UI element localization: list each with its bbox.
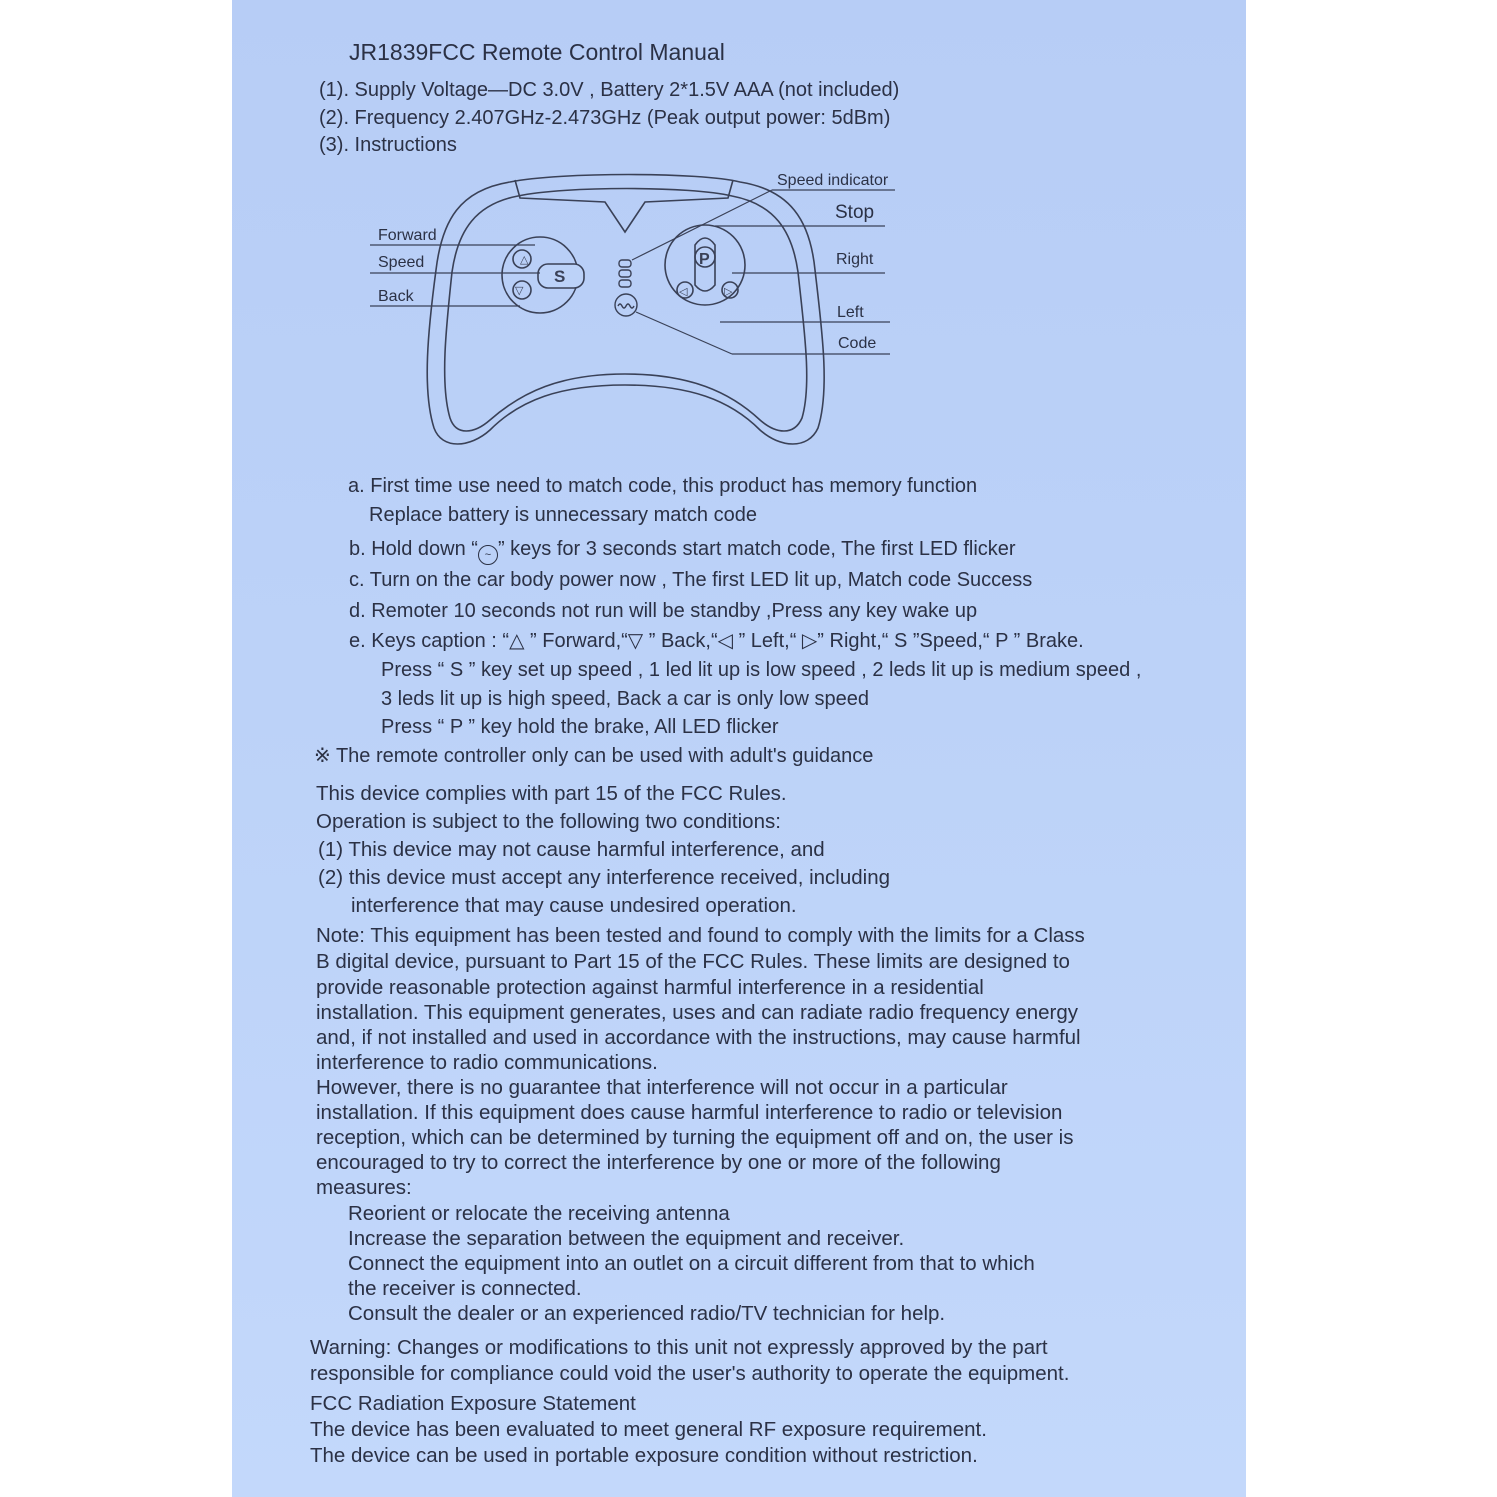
adult-guidance-note: ※ The remote controller only can be used with adult's guidance — [314, 745, 874, 767]
code-key-icon: ~ — [478, 545, 498, 565]
instruction-d: d. Remoter 10 seconds not run will be standby ,Press any key wake up — [349, 600, 978, 622]
controller-outline — [427, 175, 824, 445]
label-left: Left — [837, 304, 864, 321]
manual-title: JR1839FCC Remote Control Manual — [349, 39, 725, 65]
instruction-a-cont: Replace battery is unnecessary match code — [369, 504, 757, 526]
label-speed-indicator: Speed indicator — [777, 172, 889, 189]
list-item: Consult the dealer or an experienced radio/TV technician for help. — [348, 1302, 946, 1325]
spec-instructions-heading: (3). Instructions — [319, 134, 457, 156]
instruction-b: b. Hold down “ ~ ” keys for 3 seconds start match code, The first LED flicker — [349, 539, 1016, 565]
instruction-a: a. First time use need to match code, this product has memory function — [348, 475, 978, 497]
instruction-c: c. Turn on the car body power now , The first LED lit up, Match code Success — [349, 569, 1033, 591]
s-key-label: S — [554, 267, 566, 286]
list-item: the receiver is connected. — [348, 1277, 582, 1300]
list-item: Connect the equipment into an outlet on a circuit different from that to which — [348, 1252, 1035, 1275]
instruction-e-speed: Press “ S ” key set up speed , 1 led lit up is low speed , 2 leds lit up is medium speed , — [381, 659, 1142, 681]
fcc-line-3: (1) This device may not cause harmful interference, and — [318, 838, 825, 861]
fcc-line-5: interference that may cause undesired operation. — [351, 894, 797, 917]
svg-text:◁: ◁ — [679, 285, 688, 298]
list-item: Reorient or relocate the receiving antenna — [348, 1202, 730, 1225]
svg-text:▽: ▽ — [515, 284, 524, 297]
rf-exposure-heading: FCC Radiation Exposure Statement — [310, 1392, 636, 1415]
label-code: Code — [838, 335, 877, 352]
remote-controller-diagram — [360, 160, 920, 460]
instruction-e-high: 3 leds lit up is high speed, Back a car is only low speed — [381, 688, 870, 710]
spec-supply-voltage: (1). Supply Voltage—DC 3.0V , Battery 2*1.5V AAA (not included) — [319, 79, 900, 101]
fcc-line-4: (2) this device must accept any interference received, including — [318, 866, 891, 889]
label-back: Back — [378, 288, 414, 305]
fcc-line-2: Operation is subject to the following two conditions: — [316, 810, 781, 833]
p-key-label: P — [699, 251, 710, 268]
instruction-e-brake: Press “ P ” key hold the brake, All LED flicker — [381, 716, 779, 738]
instruction-e: e. Keys caption : “△ ” Forward,“▽ ” Back,“◁ ” Left,“ ▷” Right,“ S ”Speed,“ P ” Brake. — [349, 630, 1084, 652]
label-right: Right — [836, 251, 874, 268]
fcc-line-1: This device complies with part 15 of the FCC Rules. — [316, 782, 787, 805]
label-forward: Forward — [378, 227, 437, 244]
label-speed: Speed — [378, 254, 425, 271]
spec-frequency: (2). Frequency 2.407GHz-2.473GHz (Peak output power: 5dBm) — [319, 107, 891, 129]
svg-text:▷: ▷ — [724, 285, 733, 298]
list-item: Increase the separation between the equipment and receiver. — [348, 1227, 905, 1250]
label-stop: Stop — [835, 202, 875, 223]
svg-text:△: △ — [520, 253, 529, 266]
